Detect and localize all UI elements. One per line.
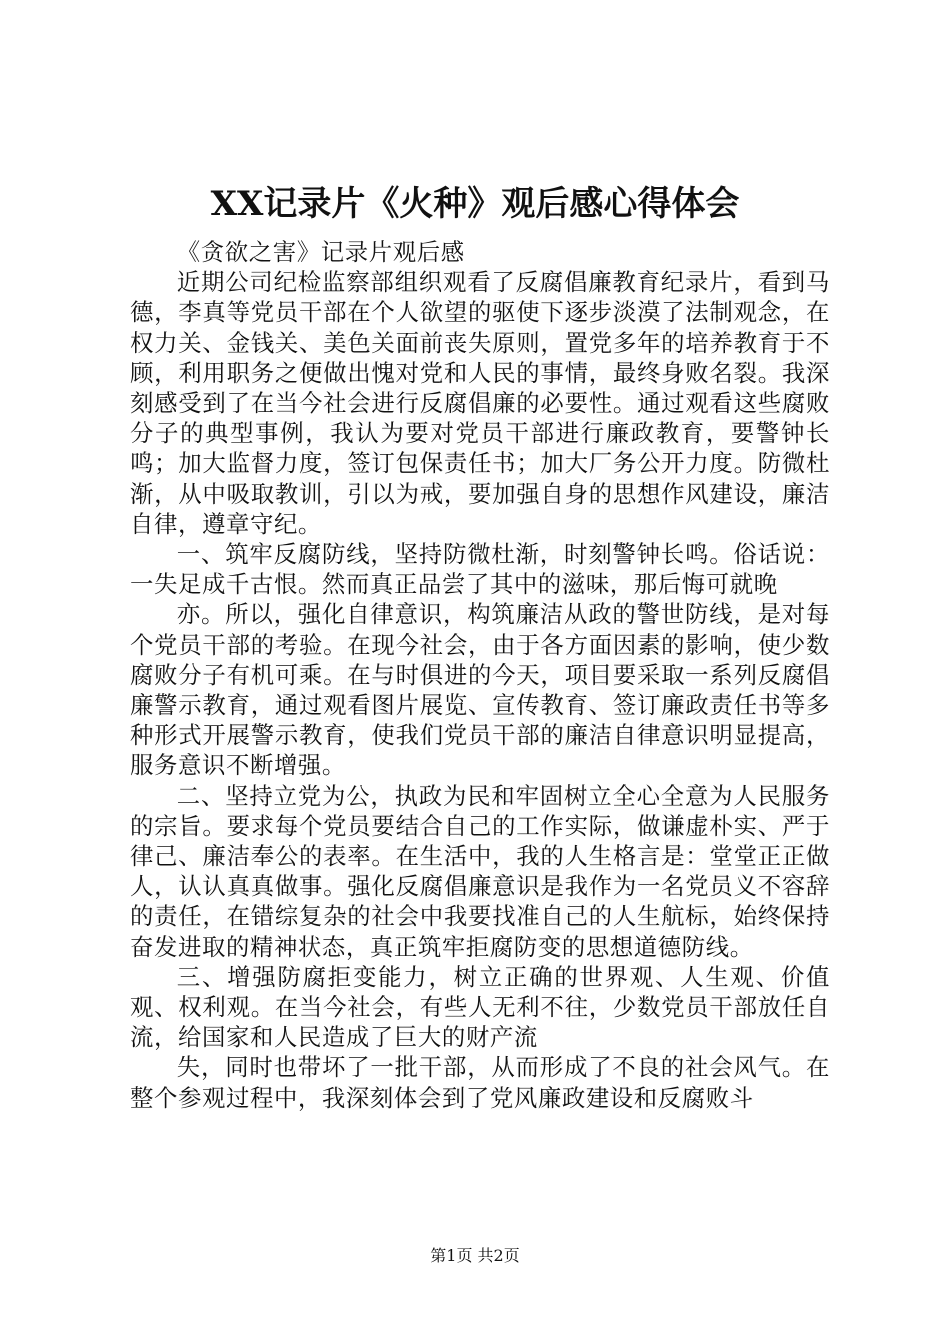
- paragraph: 近期公司纪检监察部组织观看了反腐倡廉教育纪录片，看到马德，李真等党员干部在个人欲望的驱使下逐步淡漠了法制观念，在权力关、金钱关、美色关面前丧失原则，置党多年的培养教育于不顾，利用职务之便做出愧对党和人民的事情，最终身败名裂。我深刻感受到了在当今社会进行反腐倡廉的必要性。通过观看这些腐败分子的典型事例，我认为要对党员干部进行廉政教育，要警钟长鸣；加大监督力度，签订包保责任书；加大厂务公开力度。防微杜渐，从中吸取教训，引以为戒，要加强自身的思想作风建设，廉洁自律，遵章守纪。: [130, 268, 830, 538]
- paragraph: 三、增强防腐拒变能力，树立正确的世界观、人生观、价值观、权利观。在当今社会，有些人无利不往，少数党员干部放任自流，给国家和人民造成了巨大的财产流: [130, 962, 830, 1052]
- document-title: XX记录片《火种》观后感心得体会: [210, 184, 740, 224]
- paragraph: 失，同时也带坏了一批干部，从而形成了不良的社会风气。在整个参观过程中，我深刻体会到了党风廉政建设和反腐败斗: [130, 1053, 830, 1112]
- page-number-footer: 第1页 共2页: [430, 1246, 520, 1265]
- document-subtitle: 《贪欲之害》记录片观后感: [176, 238, 465, 266]
- paragraph: 一、筑牢反腐防线，坚持防微杜渐，时刻警钟长鸣。俗话说：一失足成千古恨。然而真正品尝了其中的滋味，那后悔可就晚: [130, 540, 830, 599]
- paragraph: 二、坚持立党为公，执政为民和牢固树立全心全意为人民服务的宗旨。要求每个党员要结合自己的工作实际，做谦虚朴实、严于律己、廉洁奉公的表率。在生活中，我的人生格言是：堂堂正正做人，认认真真做事。强化反腐倡廉意识是我作为一名党员义不容辞的责任，在错综复杂的社会中我要找准自己的人生航标，始终保持奋发进取的精神状态，真正筑牢拒腐防变的思想道德防线。: [130, 781, 830, 961]
- document-body: [130, 237, 830, 1113]
- paragraph: 亦。所以，强化自律意识，构筑廉洁从政的警世防线，是对每个党员干部的考验。在现今社会，由于各方面因素的影响，使少数腐败分子有机可乘。在与时俱进的今天，项目要采取一系列反腐倡廉警示教育，通过观看图片展览、宣传教育、签订廉政责任书等多种形式开展警示教育，使我们党员干部的廉洁自律意识明显提高，服务意识不断增强。: [130, 600, 830, 780]
